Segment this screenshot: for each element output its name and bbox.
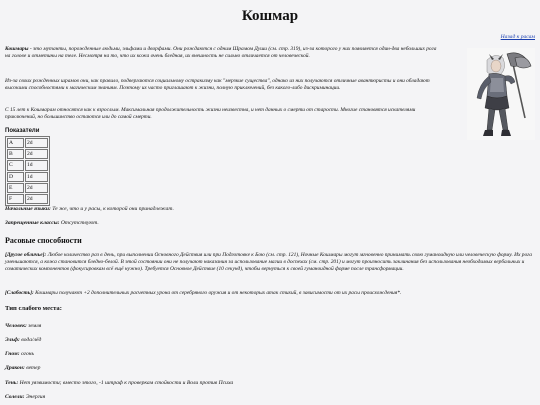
weak-point-label: Гном:: [5, 351, 20, 357]
weak-point-value: ветер: [24, 365, 41, 371]
weak-point-value: огонь: [19, 351, 35, 357]
weak-point-item: [5, 337, 41, 343]
table-row: [7, 160, 48, 170]
table-row: [7, 149, 48, 159]
ability-text: Любое количество раз в день, при выполнении Основного Действия или при Подготовке к Бою (см. стр. 121), Ночные Кошмары могут мгновенно принимать свою гуманоидную или человеческую форму. Их рога уменьшаются, а кожа становится бледно-белой. В этой состоянии они не получают наказания за использование магии в доспехах (см. стр. 201) и могут произносить заклинания без использования необходимых вербальных и соматических компонентов (фокусировкам всё ещё нужно). Требуется Основное Действие (10 секунд), чтобы вернуться к своей гуманоидной форме после трансформации.: [5, 252, 532, 273]
stat-value: 1d: [25, 172, 48, 182]
page-title: Кошмар: [241, 8, 299, 24]
weak-point-label: Дракон:: [5, 365, 25, 371]
age-paragraph: С 15 лет к Кошмарам относятся как к взрослым. Максимальная продолжительность жизни неизвестна, и нет данных о смерти от старости. Многие становятся искателями приключений, но большинство остаются или до самой смерти.: [5, 107, 416, 121]
stat-value: 2d: [25, 194, 48, 204]
forbidden-classes-line: [5, 220, 99, 226]
languages-value: Те же, что и у расы, к которой они принадлежат.: [50, 206, 174, 212]
forbidden-label: Запрещенные классы:: [5, 220, 60, 226]
weak-point-value: Энергия: [24, 394, 46, 400]
stat-key: F: [7, 194, 24, 204]
ability-weakness: [5, 290, 533, 297]
table-row: [7, 172, 48, 182]
weak-point-value: вода/лёд: [19, 337, 42, 343]
stat-key: A: [7, 138, 24, 148]
weak-point-label: Тень:: [5, 380, 19, 386]
intro-term: Кошмары: [5, 46, 29, 52]
ability-other-form: [5, 252, 533, 274]
stat-value: 1d: [25, 160, 48, 170]
table-row: [7, 183, 48, 193]
weak-point-label: Человек:: [5, 323, 27, 329]
stats-table: [5, 136, 50, 206]
ability-label: [Слабость]:: [5, 290, 34, 296]
languages-line: [5, 206, 174, 212]
racial-abilities-heading: Расовые способности: [5, 236, 82, 245]
weak-point-value: земля: [26, 323, 42, 329]
ability-text: Кошмары получают +2 дополнительных расчетных урона от серебряного оружия и от некоторых атак стихий, в зависимости от их расы происхождения*.: [33, 290, 402, 296]
stat-key: B: [7, 149, 24, 159]
languages-label: Начальные языки:: [5, 206, 51, 212]
weak-point-item: [5, 351, 34, 357]
table-row: [7, 138, 48, 148]
nightmare-character-illustration: [467, 48, 535, 140]
back-to-races-link[interactable]: Назад к расам: [500, 34, 535, 40]
intro-paragraph: [5, 46, 442, 60]
weak-point-value: Нет уязвимости; вместо этого, -1 штраф к проверкам стойкости и Воли против Психа: [18, 380, 234, 386]
stat-key: D: [7, 172, 24, 182]
weak-point-item: [5, 365, 40, 371]
table-row: [7, 194, 48, 204]
intro-text: - это мутанты, порожденные людьми, эльфами и дворфами. Они рождаются с одним Шрамом Души (см. стр. 319), из-за которого у них появляется один-два небольших рога на голове и отметины на теле. Несмотря на то, что их кожа очень бледная, их внешность не сильно отличается от человеческой.: [5, 46, 437, 60]
stat-key: C: [7, 160, 24, 170]
society-paragraph: Из-за своих рожденных шрамов они, как правило, подвергаются социальному остракизму как "мерзкие существа", однако из них получаются отличные авантюристы и они обладают высокими способностями к магическим знаниям. Поэтому их часто приглашают к жизни, полную приключений, без какого-либо дискриминации.: [5, 78, 430, 92]
weak-point-item: [5, 323, 41, 329]
weak-point-heading: Тип слабого места:: [5, 305, 62, 312]
stat-value: 2d: [25, 138, 48, 148]
stat-value: 2d: [25, 149, 48, 159]
weak-point-item: [5, 394, 45, 400]
weak-point-label: Солели:: [5, 394, 25, 400]
stat-value: 2d: [25, 183, 48, 193]
stat-key: E: [7, 183, 24, 193]
weak-point-label: Эльф:: [5, 337, 20, 343]
stats-title: Показатели: [5, 128, 40, 134]
forbidden-value: Отсутствуют.: [59, 220, 99, 226]
ability-label: [Другое обличье]:: [5, 252, 47, 258]
weak-point-item: [5, 380, 233, 386]
